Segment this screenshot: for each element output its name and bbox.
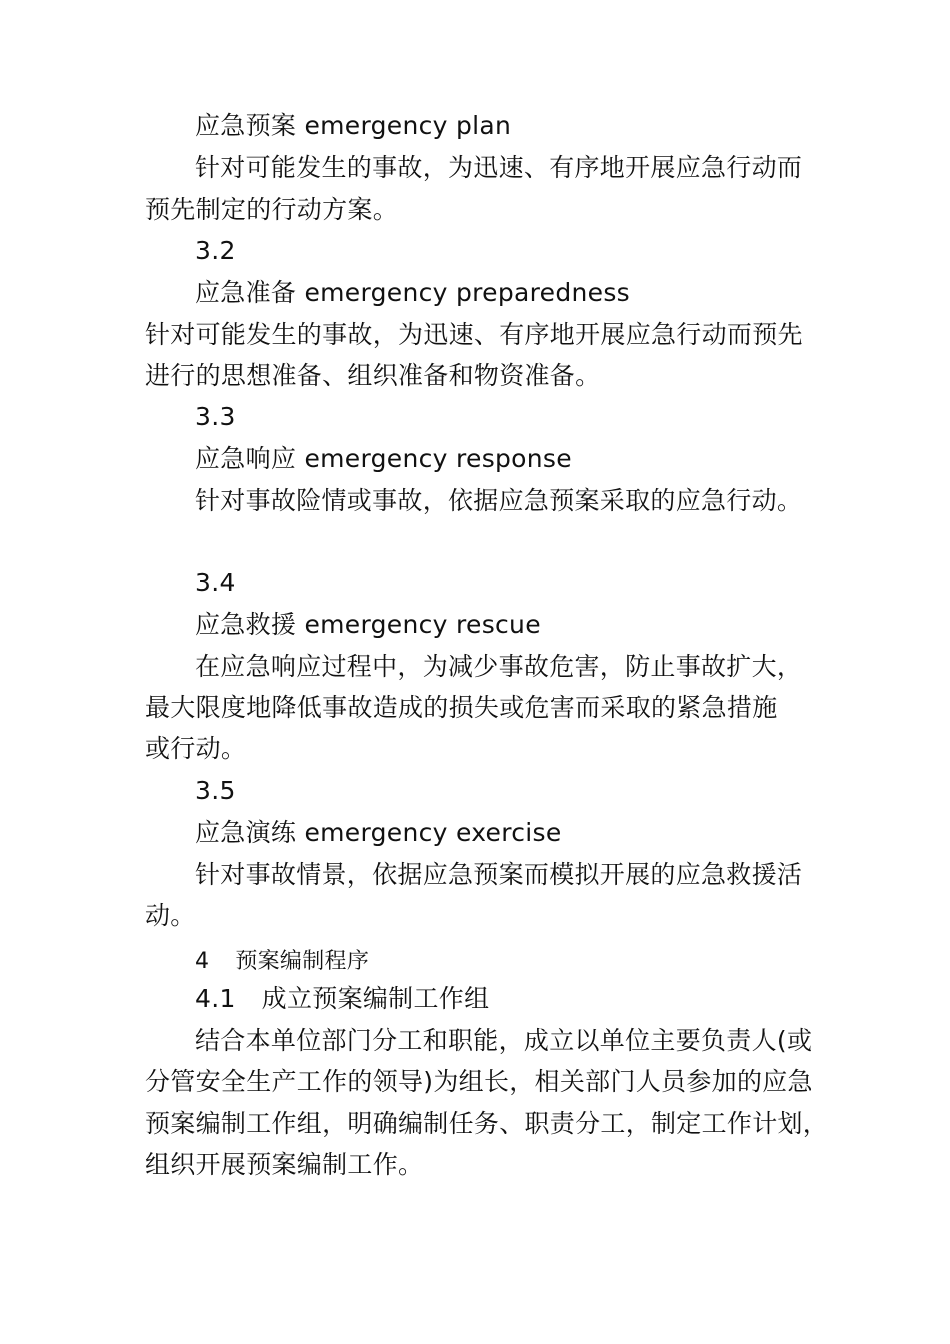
paragraph-line: 预案编制工作组，明确编制任务、职责分工，制定工作计划，: [145, 1109, 829, 1138]
definition-line: 最大限度地降低事故造成的损失或危害而采取的紧急措施: [145, 693, 778, 722]
term-emergency-response: 应急响应 emergency response: [195, 444, 572, 473]
term-emergency-rescue: 应急救援 emergency rescue: [195, 610, 541, 639]
definition-line: 针对事故情景，依据应急预案而模拟开展的应急救援活: [195, 860, 803, 889]
section-number: 3.5: [195, 776, 236, 805]
definition-line: 或行动。: [145, 734, 247, 763]
section-heading-4-1: [195, 981, 489, 1017]
paragraph-line: 结合本单位部门分工和职能，成立以单位主要负责人(或: [195, 1026, 813, 1055]
term-emergency-preparedness: 应急准备 emergency preparedness: [195, 278, 631, 307]
definition-line: 动。: [145, 901, 196, 930]
definition-line: 进行的思想准备、组织准备和物资准备。: [145, 361, 601, 390]
heading-number: 4.1: [195, 984, 236, 1013]
definition-line: 预先制定的行动方案。: [145, 195, 399, 224]
section-number: 3.4: [195, 568, 236, 597]
definition-line: 针对可能发生的事故，为迅速、有序地开展应急行动而预先: [145, 320, 803, 349]
definition-line: 针对事故险情或事故，依据应急预案采取的应急行动。: [195, 486, 803, 515]
paragraph-line: 分管安全生产工作的领导)为组长，相关部门人员参加的应急: [145, 1067, 813, 1096]
term-emergency-plan: 应急预案 emergency plan: [195, 111, 512, 140]
paragraph-line: 组织开展预案编制工作。: [145, 1150, 424, 1179]
heading-title: 预案编制程序: [235, 949, 370, 974]
definition-line: 针对可能发生的事故，为迅速、有序地开展应急行动而: [195, 153, 803, 182]
section-number: 3.3: [195, 402, 236, 431]
section-heading-4: [195, 944, 369, 980]
term-emergency-exercise: 应急演练 emergency exercise: [195, 818, 562, 847]
definition-line: 在应急响应过程中，为减少事故危害，防止事故扩大，: [195, 652, 803, 681]
section-number: 3.2: [195, 236, 236, 265]
heading-title: 成立预案编制工作组: [261, 984, 490, 1013]
heading-number: 4: [195, 949, 210, 974]
